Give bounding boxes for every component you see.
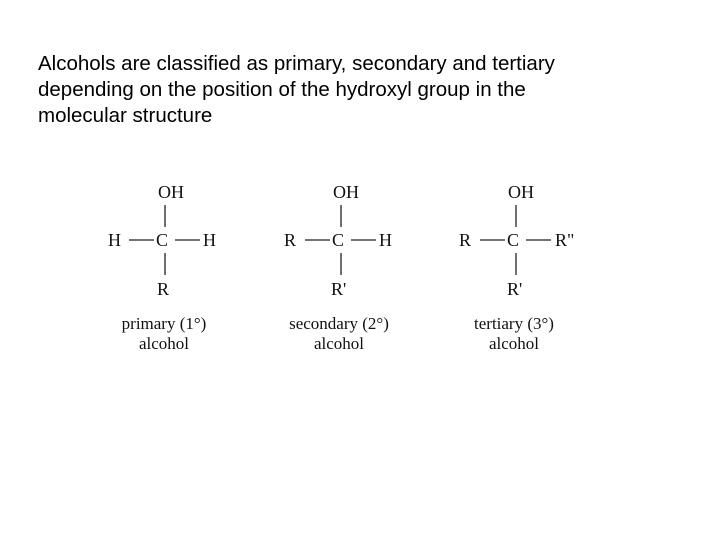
- tertiary-right-group: R": [555, 230, 575, 250]
- secondary-top-group: OH: [333, 182, 359, 202]
- tertiary-bottom-group: R': [507, 279, 523, 299]
- secondary-center-atom: C: [332, 230, 345, 250]
- secondary-alcohol-structure: [284, 182, 392, 353]
- secondary-left-group: R: [284, 230, 297, 250]
- slide-text-line-3: molecular structure: [38, 104, 213, 127]
- tertiary-left-group: R: [459, 230, 472, 250]
- secondary-bottom-group: R': [331, 279, 347, 299]
- primary-right-group: H: [203, 230, 216, 250]
- slide-text-line-1: Alcohols are classified as primary, secondary and tertiary: [38, 52, 555, 75]
- secondary-caption-line-1: secondary (2°): [289, 314, 389, 333]
- tertiary-alcohol-structure: [459, 182, 574, 353]
- tertiary-top-group: OH: [508, 182, 534, 202]
- tertiary-caption-line-2: alcohol: [488, 334, 540, 353]
- secondary-right-group: H: [379, 230, 392, 250]
- tertiary-center-atom: C: [507, 230, 520, 250]
- slide-text-line-2: depending on the position of the hydroxyl group in the: [38, 78, 526, 101]
- primary-left-group: H: [108, 230, 121, 250]
- primary-caption-line-2: alcohol: [138, 334, 190, 353]
- primary-bottom-group: R: [157, 279, 170, 299]
- primary-alcohol-structure: [108, 182, 216, 353]
- primary-top-group: OH: [158, 182, 184, 202]
- primary-center-atom: C: [156, 230, 169, 250]
- primary-caption-line-1: primary (1°): [121, 314, 207, 333]
- tertiary-caption-line-1: tertiary (3°): [474, 314, 554, 333]
- secondary-caption-line-2: alcohol: [313, 334, 365, 353]
